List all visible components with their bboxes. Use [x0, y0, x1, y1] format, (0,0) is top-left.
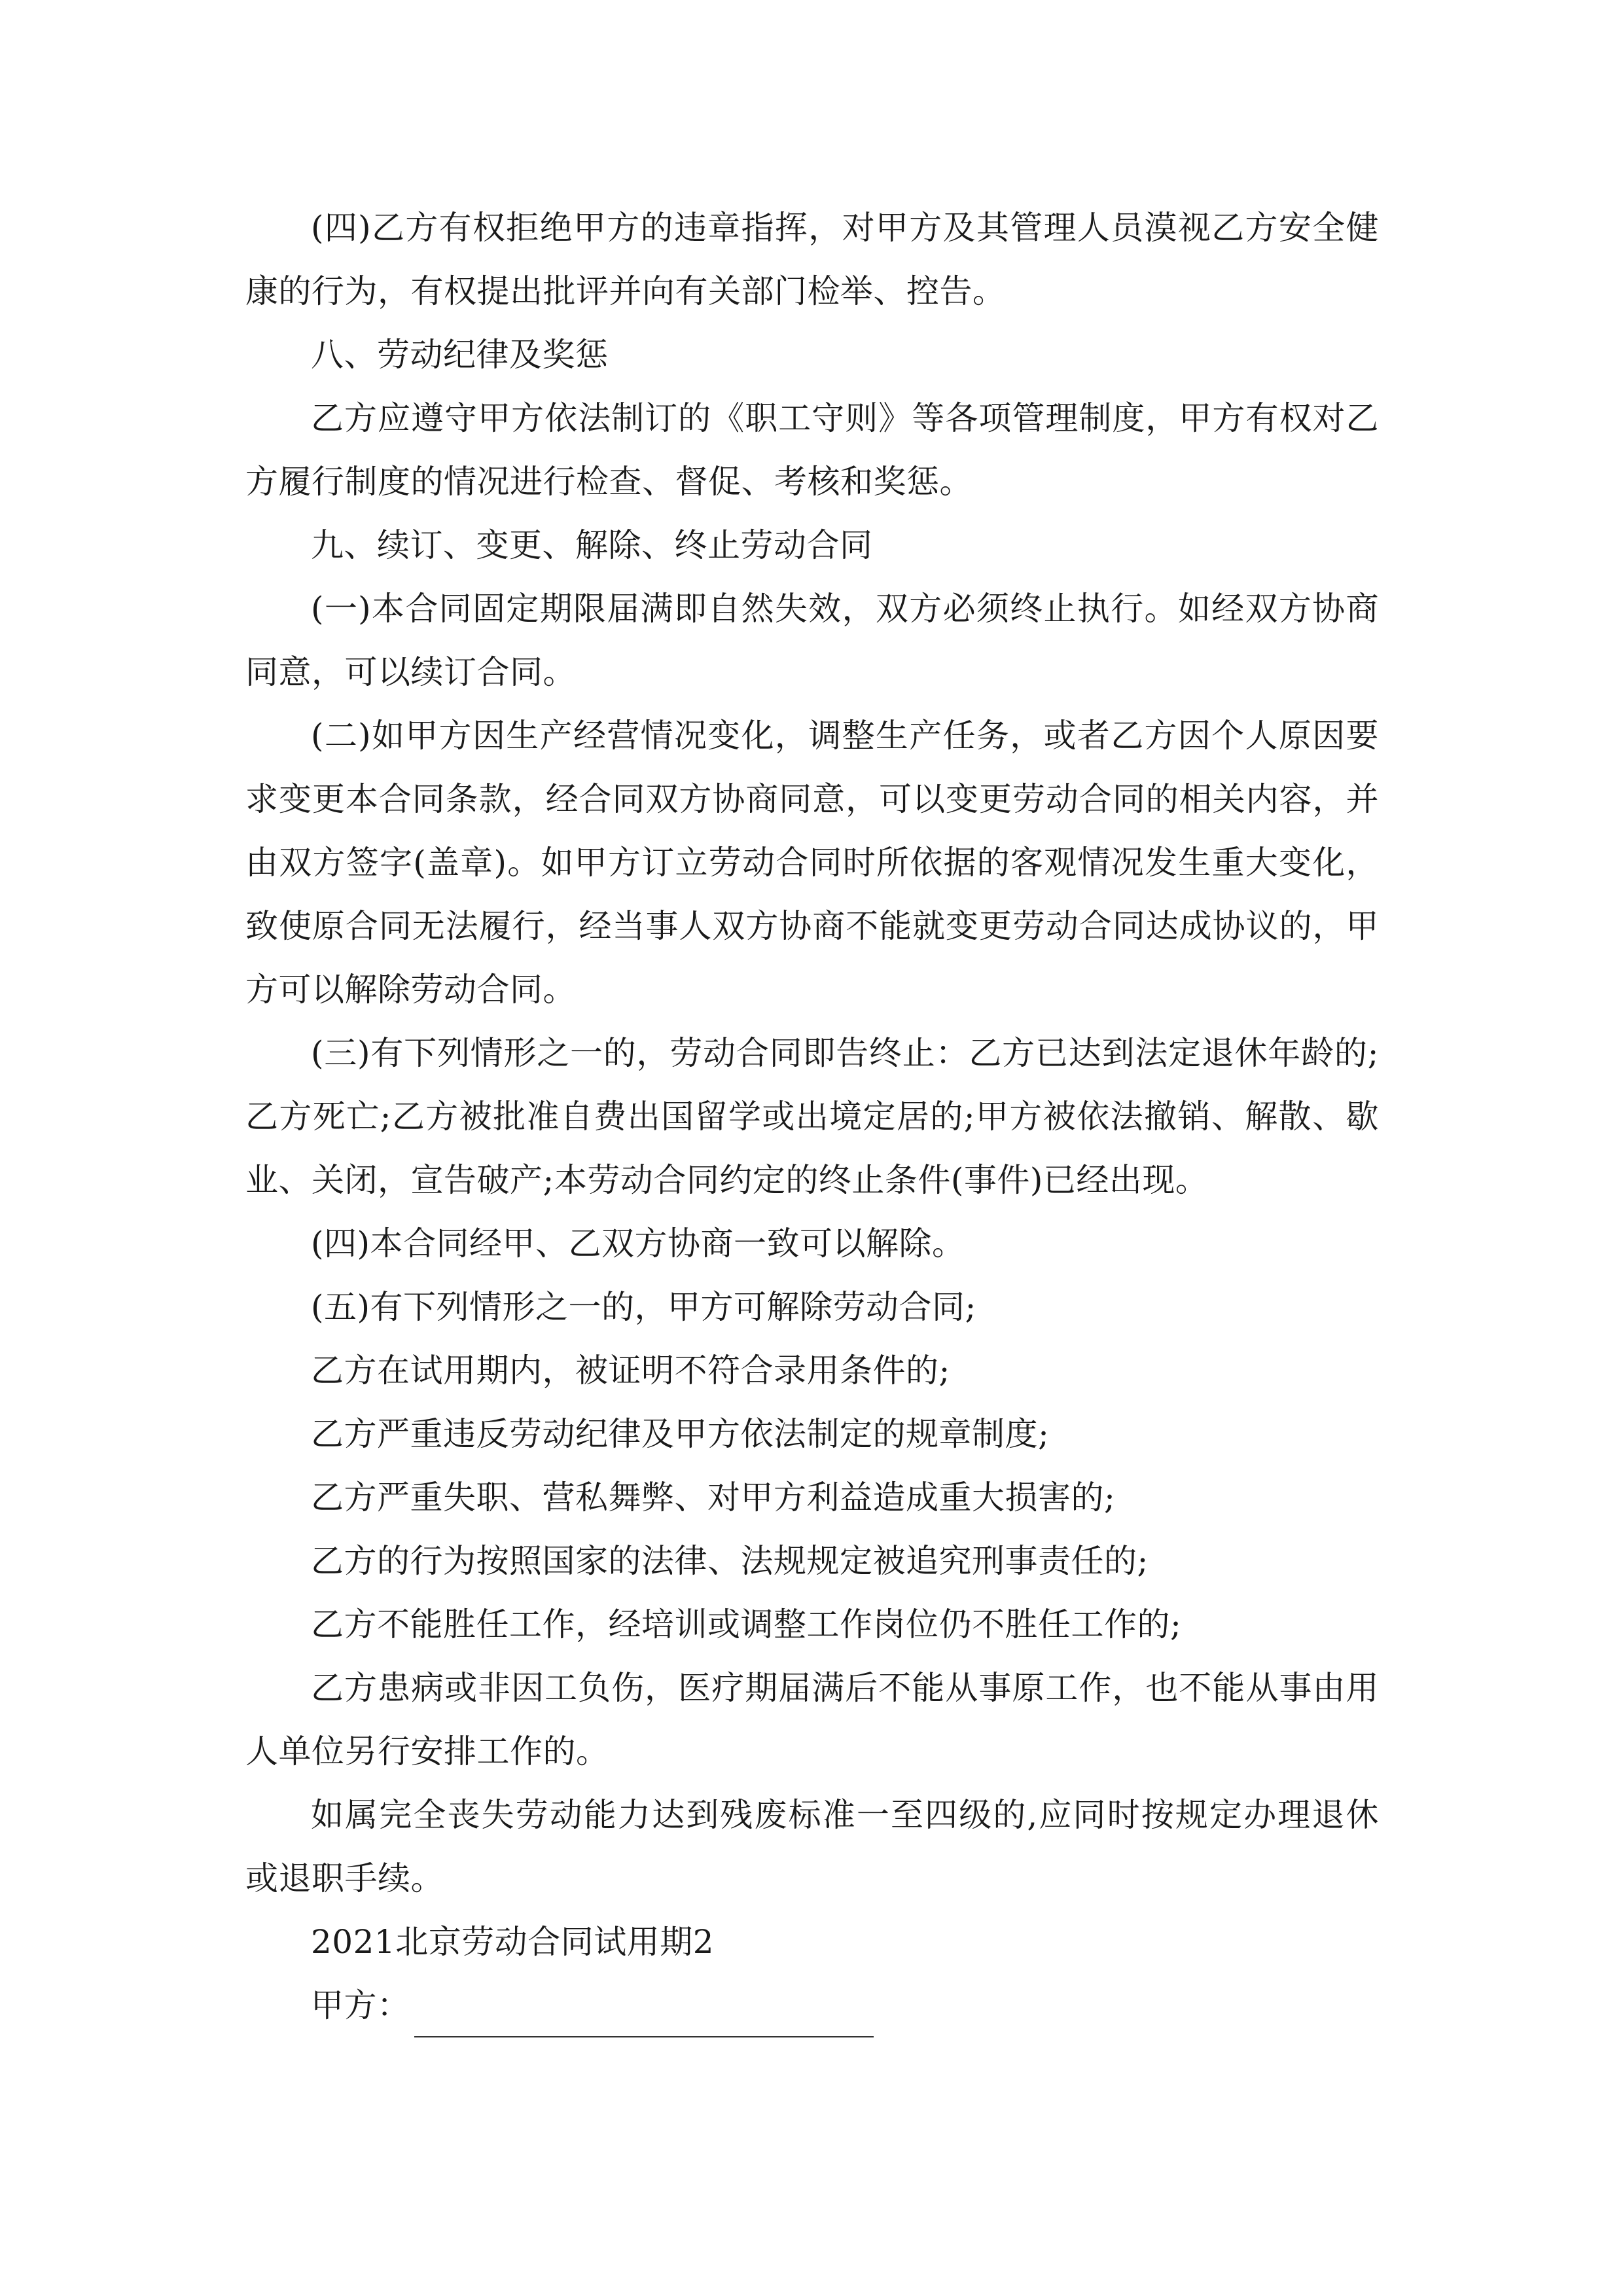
document-page — [245, 196, 1379, 2037]
paragraph-right-to-refuse: (四)乙方有权拒绝甲方的违章指挥，对甲方及其管理人员漠视乙方安全健康的行为，有权提出批评并向有关部门检举、控告。 — [245, 209, 1379, 310]
list-item-incompetent: 乙方不能胜任工作，经培训或调整工作岗位仍不胜任工作的; — [311, 1605, 1182, 1643]
paragraph-clause-2: (二)如甲方因生产经营情况变化，调整生产任务，或者乙方因个人原因要求变更本合同条款，经合同双方协商同意，可以变更劳动合同的相关内容，并由双方签字(盖章)。如甲方订立劳动合同时所依据的客观情况发生重大变化，致使原合同无法履行，经当事人双方协商不能就变更劳动合同达成协议的，甲方可以解除劳动合同。 — [245, 717, 1379, 1009]
paragraph-clause-5: (五)有下列情形之一的，甲方可解除劳动合同; — [311, 1288, 976, 1326]
section-heading-discipline: 八、劳动纪律及奖惩 — [311, 336, 609, 374]
list-item-misconduct: 乙方严重失职、营私舞弊、对甲方利益造成重大损害的; — [311, 1479, 1116, 1516]
list-item-violation: 乙方严重违反劳动纪律及甲方依法制定的规章制度; — [311, 1415, 1050, 1453]
list-item-criminal: 乙方的行为按照国家的法律、法规规定被追究刑事责任的; — [311, 1542, 1149, 1580]
list-item-illness: 乙方患病或非因工负伤，医疗期届满后不能从事原工作，也不能从事由用人单位另行安排工作的。 — [245, 1669, 1379, 1770]
section-heading-renewal: 九、续订、变更、解除、终止劳动合同 — [311, 526, 873, 564]
paragraph-clause-1: (一)本合同固定期限届满即自然失效，双方必须终止执行。如经双方协商同意，可以续订合同。 — [245, 590, 1379, 691]
document-subtitle: 2021北京劳动合同试用期2 — [311, 1923, 715, 1961]
party-a-signature-line — [414, 1994, 874, 2037]
signature-party-a — [245, 1974, 1379, 2037]
paragraph-clause-4: (四)本合同经甲、乙双方协商一致可以解除。 — [311, 1225, 965, 1263]
party-a-label: 甲方： — [311, 1986, 410, 2024]
paragraph-disability: 如属完全丧失劳动能力达到残废标准一至四级的,应同时按规定办理退休或退职手续。 — [245, 1796, 1379, 1897]
paragraph-clause-3: (三)有下列情形之一的，劳动合同即告终止：乙方已达到法定退休年龄的;乙方死亡;乙方被批准自费出国留学或出境定居的;甲方被依法撤销、解散、歇业、关闭，宣告破产;本劳动合同约定的终止条件(事件)已经出现。 — [245, 1034, 1379, 1199]
paragraph-discipline: 乙方应遵守甲方依法制订的《职工守则》等各项管理制度，甲方有权对乙方履行制度的情况进行检查、督促、考核和奖惩。 — [245, 399, 1379, 501]
list-item-probation: 乙方在试用期内，被证明不符合录用条件的; — [311, 1352, 950, 1390]
